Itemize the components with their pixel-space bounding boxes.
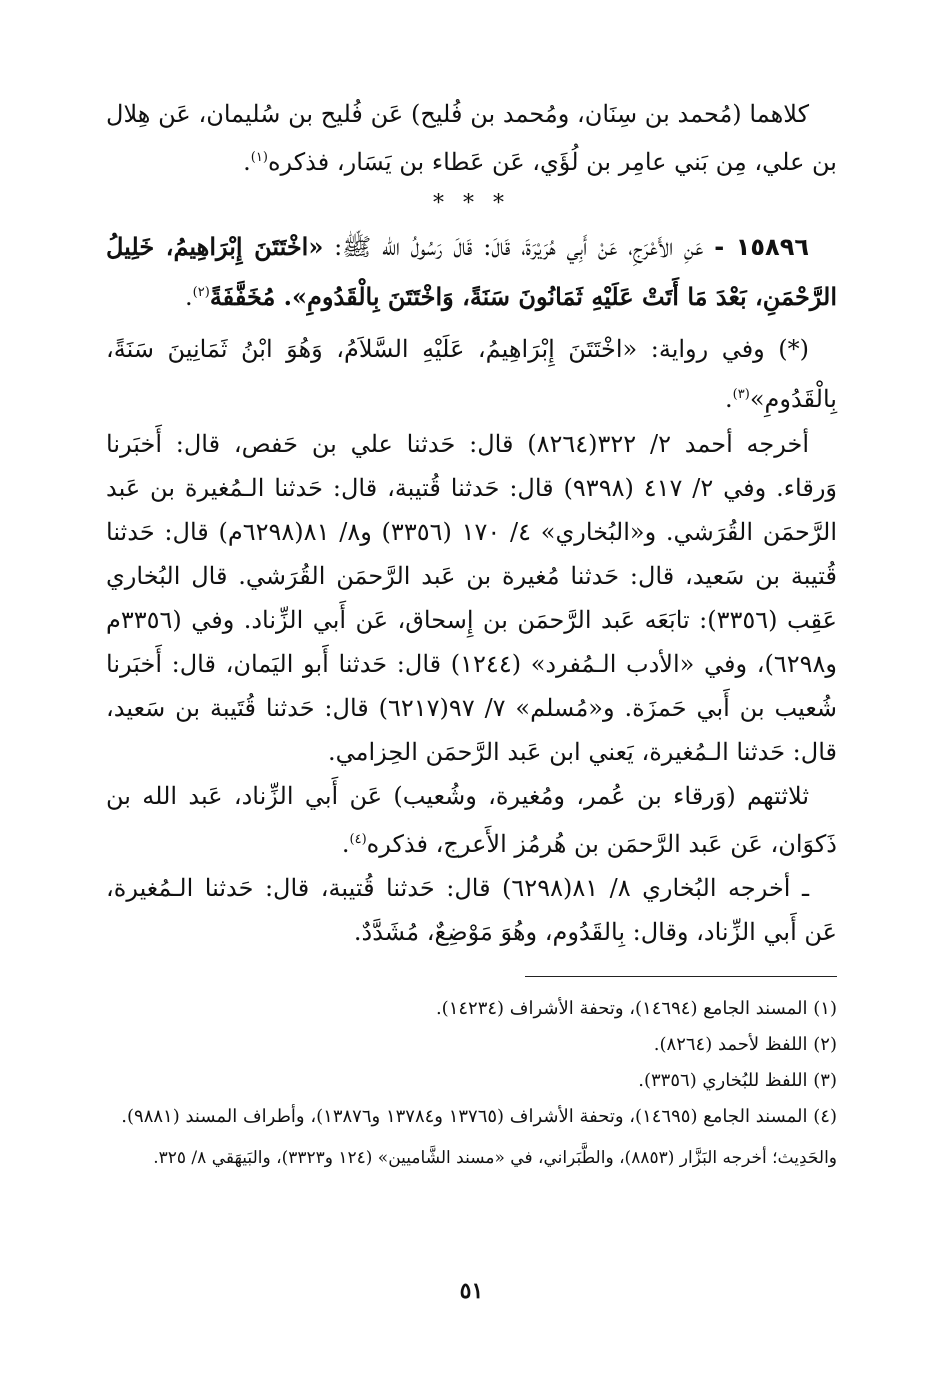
footnote-1: (١) المسند الجامع (١٤٦٩٤)، وتحفة الأشراف (١٤٢٣٤). <box>435 998 837 1019</box>
page-number: ٥١ <box>459 1278 484 1304</box>
footnote-ref-2[interactable]: (٢) <box>192 285 210 300</box>
hadith-paragraph <box>106 224 837 320</box>
takhrij-paragraph-3: ـ أخرجه البُخاري ٨/ ٨١(٦٢٩٨) قال: حَدثنا قُتيبة، قال: حَدثنا الـمُغيرة، عَن أَبي الزِّناد، وقال: بِالقَدُوم، وهُوَ مَوْضِعٌ، مُشَدَّدٌ. <box>106 874 837 946</box>
footnote-ref-4[interactable]: (٤) <box>349 832 367 847</box>
intro-text: كلاهما (مُحمد بن سِنَان، ومُحمد بن فُليح) عَن فُليح بن سُليمان، عَن هِلال بن علي، مِن بَني عامِر بن لُؤَي، عَن عَطاء بن يَسَار، فذكره <box>106 100 837 176</box>
footnote-extra: والحَدِيث؛ أخرجه البَزَّار (٨٨٥٣)، والطَّبَراني، في «مسند الشَّاميين» (١٢٤ و٣٣٢٣)، والبَيهَقي ٨/ ٣٢٥. <box>153 1148 837 1168</box>
hadith-matn-end: . <box>185 283 193 311</box>
hadith-number: ١٥٨٩٦ - <box>714 233 809 261</box>
intro-paragraph <box>106 92 837 184</box>
takhrij-paragraph-1: أخرجه أحمد ٢/ ٣٢٢(٨٢٦٤) قال: حَدثنا علي بن حَفص، قال: أَخبَرنا وَرقاء. وفي ٢/ ٤١٧ (٩٣٩٨) قال: حَدثنا قُتيبة، قال: حَدثنا الـمُغيرة بن عَبد الرَّحمَن القُرَشي. و«البُخاري» ٤/ ١٧٠ (٣٣٥٦) و٨/ ٨١(٦٢٩٨م) قال: حَدثنا قُتيبة بن سَعيد، قال: حَدثنا مُغيرة بن عَبد الرَّحمَن القُرَشي. قال البُخاري عَقِب (٣٣٥٦): تابَعَه عَبد الرَّحمَن بن إِسحاق، عَن أَبي الزِّناد. وفي (٣٣٥٦م و٦٢٩٨)، وفي «الأدب الـمُفرد» (١٢٤٤) قال: حَدثنا أَبو اليَمان، قال: أَخبَرنا شُعيب بن أَبي حَمزَة. و«مُسلم» ٧/ ٩٧(٦٢١٧) قال: حَدثنا قُتَيبة بن سَعيد، قال: حَدثنا الـمُغيرة، يَعني ابن عَبد الرَّحمَن الحِزامي. <box>106 430 838 766</box>
riwaya-text: (*) وفي رواية: «اخْتَتَنَ إِبْرَاهِيمُ، عَلَيْهِ السَّلاَمُ، وَهُوَ ابْنُ ثَمَانِينَ سَنَةً، بِالْقَدُومِ» <box>106 335 837 413</box>
hadith-isnad: عَنِ الأَعْرَجِ، عَنْ أَبِي هُرَيْرَةَ، قَالَ: قَالَ رَسُولُ الله ﷺ: <box>334 233 704 261</box>
footnote-ref-3[interactable]: (٣) <box>732 387 750 402</box>
footnote-2: (٢) اللفظ لأحمد (٨٢٦٤). <box>653 1034 837 1055</box>
footnote-ref-1[interactable]: (١) <box>250 150 268 165</box>
footnote-divider <box>525 976 837 977</box>
takhrij-2-text: ثلاثتهم (وَرقاء بن عُمر، ومُغيرة، وشُعيب) عَن أَبي الزِّناد، عَبد الله بن ذَكوَان، عَن عَبد الرَّحمَن بن هُرمُز الأَعرج، فذكره <box>106 782 837 858</box>
footnote-4: (٤) المسند الجامع (١٤٦٩٥)، وتحفة الأشراف (١٣٧٦٥ و١٣٧٨٤ و١٣٨٧٦)، وأطراف المسند (٩٨٨١). <box>121 1106 837 1127</box>
riwaya-end: . <box>725 385 733 413</box>
footnote-3: (٣) اللفظ للبُخاري (٣٣٥٦). <box>638 1070 837 1091</box>
takhrij-paragraph-2 <box>106 774 837 866</box>
section-separator: * * * <box>433 191 510 216</box>
riwaya-paragraph <box>106 326 837 422</box>
takhrij-2-end: . <box>341 830 350 858</box>
intro-end: . <box>243 148 251 176</box>
hadith-matn: «اخْتَتَنَ إِبْرَاهِيمُ، خَلِيلُ الرَّحْمَنِ، بَعْدَ مَا أَتَتْ عَلَيْهِ ثَمَانُونَ سَنَةً، وَاخْتَتَنَ بِالْقَدُومِ». مُخَفَّفَةً <box>106 232 837 311</box>
